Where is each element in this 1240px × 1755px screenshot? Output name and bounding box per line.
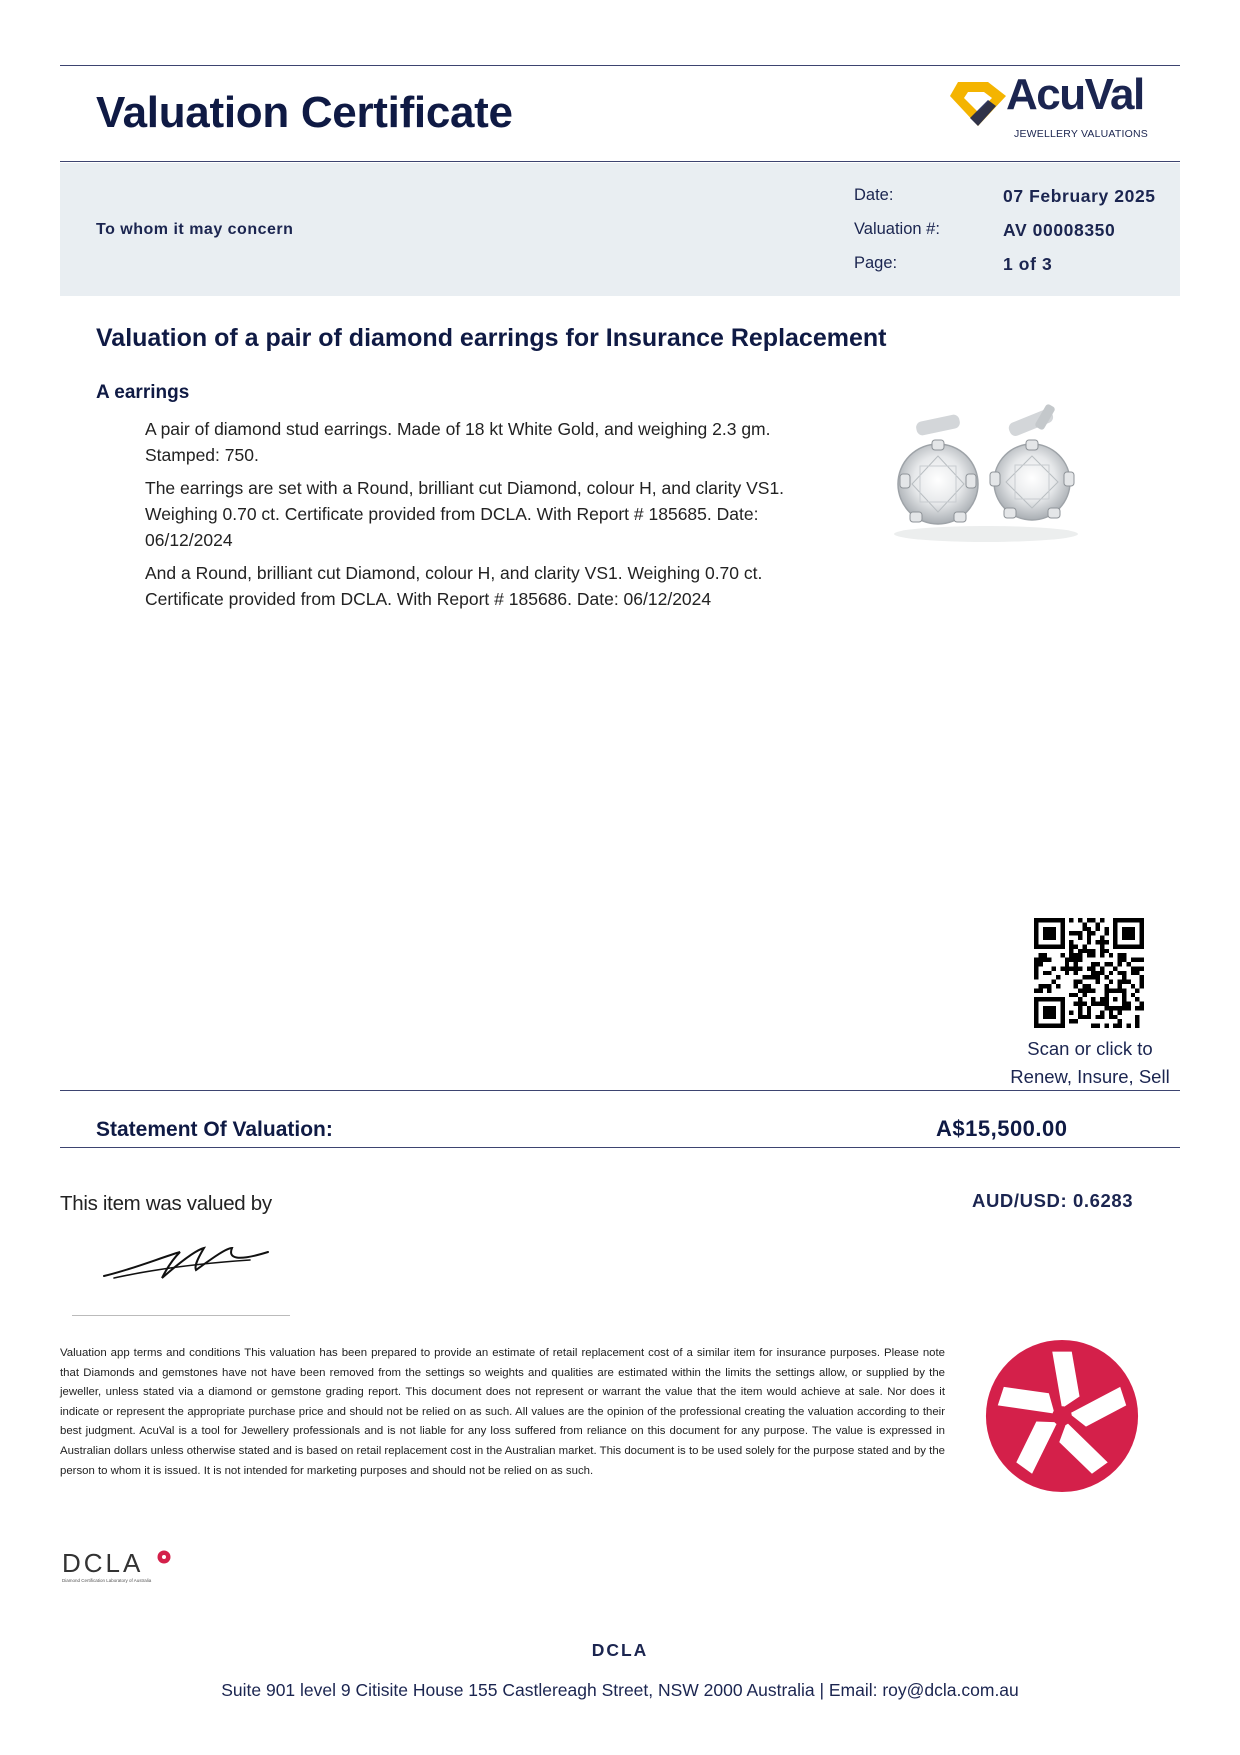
item-paragraph: A pair of diamond stud earrings. Made of 18 kt White Gold, and weighing 2.3 gm. Stamped: 750. — [145, 419, 771, 465]
dcla-logo — [62, 1548, 172, 1588]
qr-caption-line: Renew, Insure, Sell — [1010, 1066, 1170, 1087]
acuval-wordmark: AcuVal — [1006, 70, 1144, 119]
dcla-seal-icon — [984, 1338, 1140, 1494]
dcla-logo-subtext: Diamond Certification Laboratory of Australia — [62, 1578, 152, 1583]
terms-and-conditions: Valuation app terms and conditions This valuation has been prepared to provide an estimate of retail replacement cost of a similar item for insurance purposes. Please note that Diamonds and gemstones have not have been removed from the settings so weights and qualities are estimated within the limits the settings allow, or supplied by the jeweller, unless stated via a diamond or gemstone grading report. This document does not represent or warrant the value that the item would achieve at sale. Nor does it indicate or represent the appropriate purchase price and should not be relied on as such. All values are the opinion of the professional creating the valuation according to their best judgment. AcuVal is a tool for Jewellery professionals and is not liable for any loss suffered from reliance on this document for any purpose. The value is expressed in Australian dollars unless otherwise stated and is based on retail replacement cost in the Australian market. This document is to be used solely for the purpose stated and by the person to whom it is issued. It is not intended for marketing purposes and should not be relied on as such. — [60, 1347, 945, 1477]
page-title: Valuation Certificate — [96, 88, 513, 137]
acuval-tagline: JEWELLERY VALUATIONS — [1014, 128, 1148, 140]
valuation-number-value: AV 00008350 — [1003, 220, 1116, 240]
dcla-logo-text: DCLA — [62, 1548, 144, 1578]
valuation-number-label: Valuation #: — [854, 220, 940, 238]
signature-line — [72, 1315, 290, 1316]
footer-org: DCLA — [591, 1640, 649, 1660]
page-value: 1 of 3 — [1003, 254, 1053, 274]
exchange-rate: AUD/USD: 0.6283 — [972, 1190, 1134, 1211]
statement-bottom-rule — [60, 1147, 1180, 1148]
acuval-diamond-icon — [948, 78, 1010, 130]
date-value: 07 February 2025 — [1003, 186, 1156, 206]
qr-caption-line: Scan or click to — [1027, 1038, 1153, 1059]
dcla-logo-flower-icon — [157, 1550, 171, 1564]
valuer-signature — [100, 1240, 270, 1282]
header-rule — [60, 161, 1180, 162]
page-label: Page: — [854, 254, 898, 272]
item-subheading: A earrings — [96, 382, 190, 403]
statement-value: A$15,500.00 — [936, 1116, 1068, 1141]
statement-top-rule — [60, 1090, 1180, 1091]
statement-label: Statement Of Valuation: — [96, 1118, 333, 1141]
recipient: To whom it may concern — [96, 221, 294, 238]
item-paragraph: The earrings are set with a Round, brilliant cut Diamond, colour H, and clarity VS1. Weighing 0.70 ct. Certificate provided from DCLA. With Report # 185685. Date: 06/12/2024 — [145, 478, 785, 550]
valued-by-label: This item was valued by — [60, 1192, 272, 1215]
acuval-logo — [948, 70, 1168, 144]
earrings-photo — [880, 400, 1092, 548]
qr-code[interactable] — [1034, 918, 1144, 1028]
date-label: Date: — [854, 186, 894, 204]
item-paragraph: And a Round, brilliant cut Diamond, colour H, and clarity VS1. Weighing 0.70 ct. Certificate provided from DCLA. With Report # 185686. Date: 06/12/2024 — [145, 563, 763, 609]
top-rule — [60, 65, 1180, 66]
footer-address: Suite 901 level 9 Citisite House 155 Castlereagh Street, NSW 2000 Australia | Email: roy@dcla.com.au — [221, 1680, 1019, 1700]
item-heading: Valuation of a pair of diamond earrings for Insurance Replacement — [96, 324, 887, 352]
qr-caption[interactable] — [990, 1035, 1190, 1091]
